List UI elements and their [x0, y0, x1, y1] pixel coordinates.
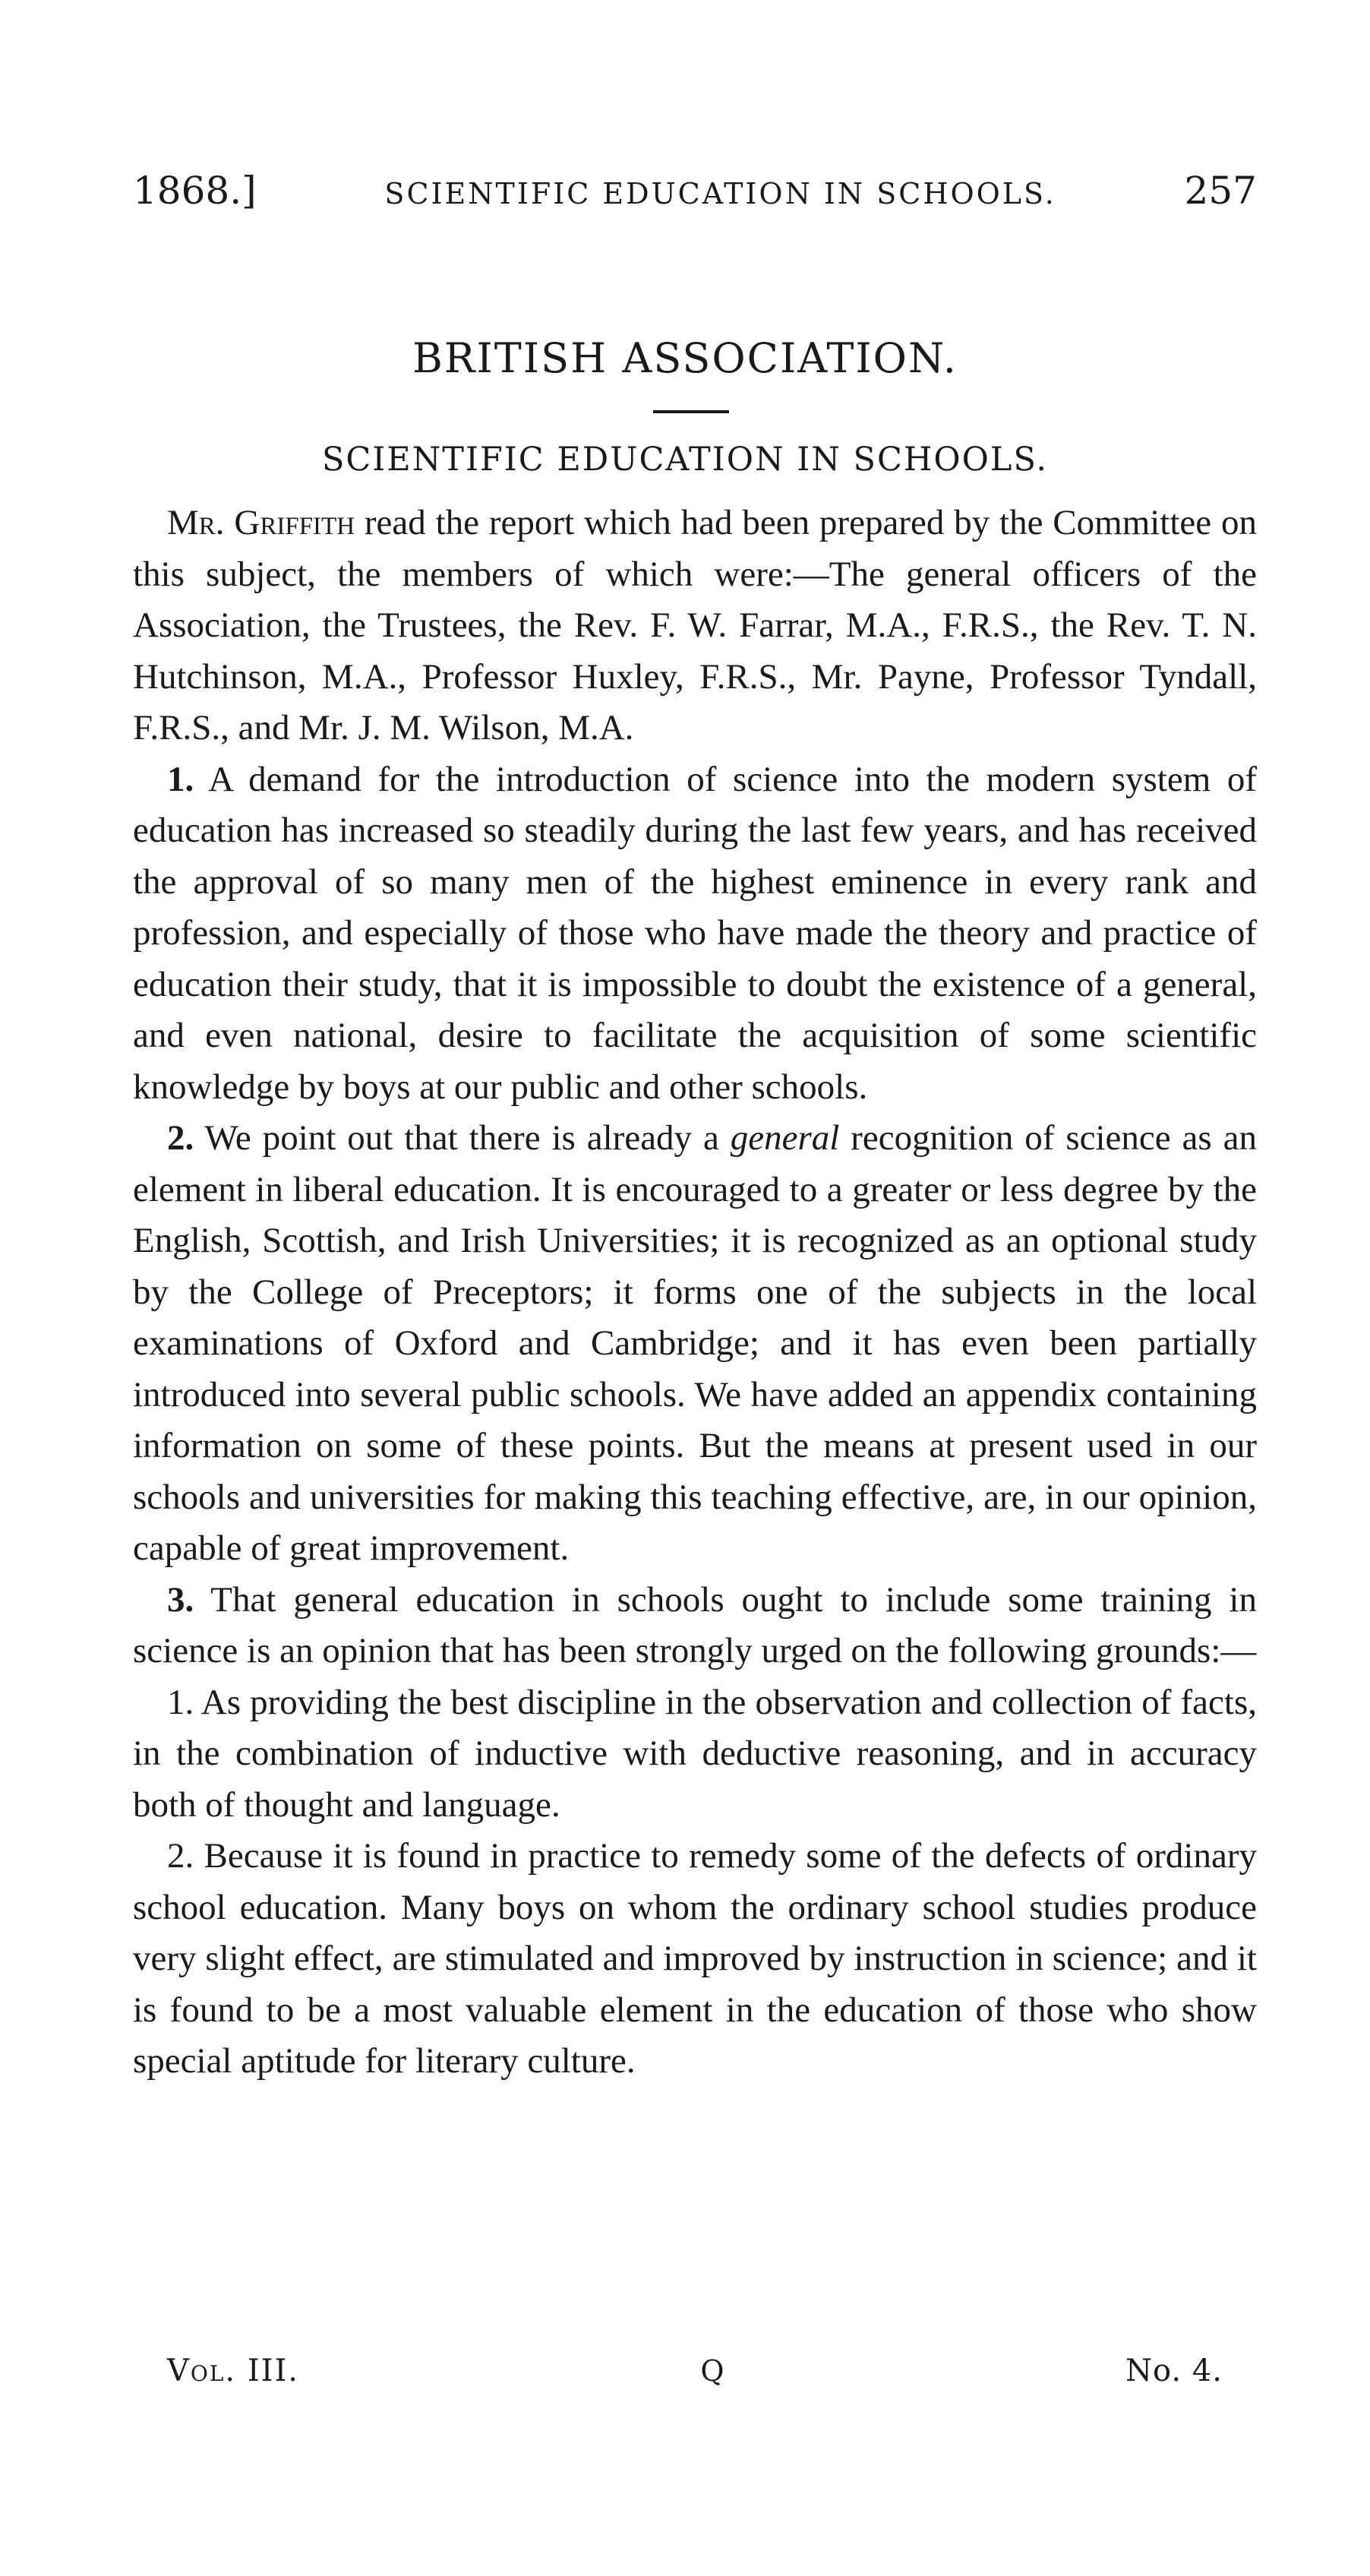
ground-2: [133, 1831, 1257, 2088]
ground-text: 2. Because it is found in practice to remedy some of the defects of ordinary school education. Many boys on whom the ordinary school studies produce very slight effect, are stimulated and improved by instruction in science; and it is found to be a most valuable element in the education of those who show special aptitude for literary culture.: [133, 1836, 1257, 2081]
paragraph-1: [133, 754, 1257, 1114]
running-title: SCIENTIFIC EDUCATION IN SCHOOLS.: [384, 177, 1056, 210]
page-footer: [167, 2353, 1223, 2399]
body-text: [133, 498, 1257, 2088]
paragraph-3: [133, 1575, 1257, 1677]
running-head: [133, 169, 1257, 222]
speaker-name: Mr. Griffith: [167, 503, 355, 542]
page-number: 257: [1184, 169, 1257, 213]
intro-text: read the report which had been prepared by the Committee on this subject, the members of which were:—The general officers of the Association, the Trustees, the Rev. F. W. Farrar, M.A., F.R.S., the Rev. T. N. Hutchinson, M.A., Professor Huxley, F.R.S., Mr. Payne, Professor Tyndall, F.R.S., and Mr. J. M. Wilson, M.A.: [133, 503, 1257, 748]
emphasis-word: general: [730, 1118, 840, 1158]
ground-text: 1. As providing the best discipline in the observation and collection of facts, in the combination of inductive with deductive reasoning, and in accuracy both of thought and language.: [133, 1682, 1257, 1825]
paragraph-text: We point out that there is already a: [194, 1118, 731, 1158]
paragraph-text: A demand for the introduction of science into the modern system of education has increased so steadily during the last few years, and has received the approval of so many men of the highest eminence in every rank and profession, and especially of those who have made the theory and practice of education their study, that it is impossible to doubt the existence of a general, and even national, desire to facilitate the acquisition of some scientific knowledge by boys at our public and other schools.: [133, 759, 1257, 1107]
paragraph-number: 2.: [167, 1118, 194, 1158]
section-title: BRITISH ASSOCIATION.: [412, 334, 958, 382]
paragraph-text: That general education in schools ought to include some training in science is an opinion that has been strongly urged on the following grounds:—: [133, 1579, 1257, 1670]
subtitle: SCIENTIFIC EDUCATION IN SCHOOLS.: [321, 441, 1049, 479]
paragraph-2: [133, 1113, 1257, 1575]
issue-number: No. 4.: [1125, 2353, 1223, 2388]
title-rule: [653, 410, 729, 413]
intro-paragraph: [133, 498, 1257, 754]
ground-1: [133, 1677, 1257, 1832]
signature-mark: Q: [700, 2354, 724, 2388]
paragraph-number: 1.: [167, 759, 194, 799]
volume-label: Vol. III.: [167, 2353, 299, 2388]
header-year: 1868.]: [133, 169, 257, 213]
paragraph-text: recognition of science as an element in liberal education. It is encouraged to a greater or less degree by the English, Scottish, and Irish Universities; it is recognized as an optional study by the College of Preceptors; it forms one of the subjects in the local examinations of Oxford and Cambridge; and it has even been partially introduced into several public schools. We have added an appendix containing information on some of these points. But the means at present used in our schools and universities for making this teaching effective, are, in our opinion, capable of great improvement.: [133, 1118, 1257, 1568]
paragraph-number: 3.: [167, 1579, 194, 1620]
